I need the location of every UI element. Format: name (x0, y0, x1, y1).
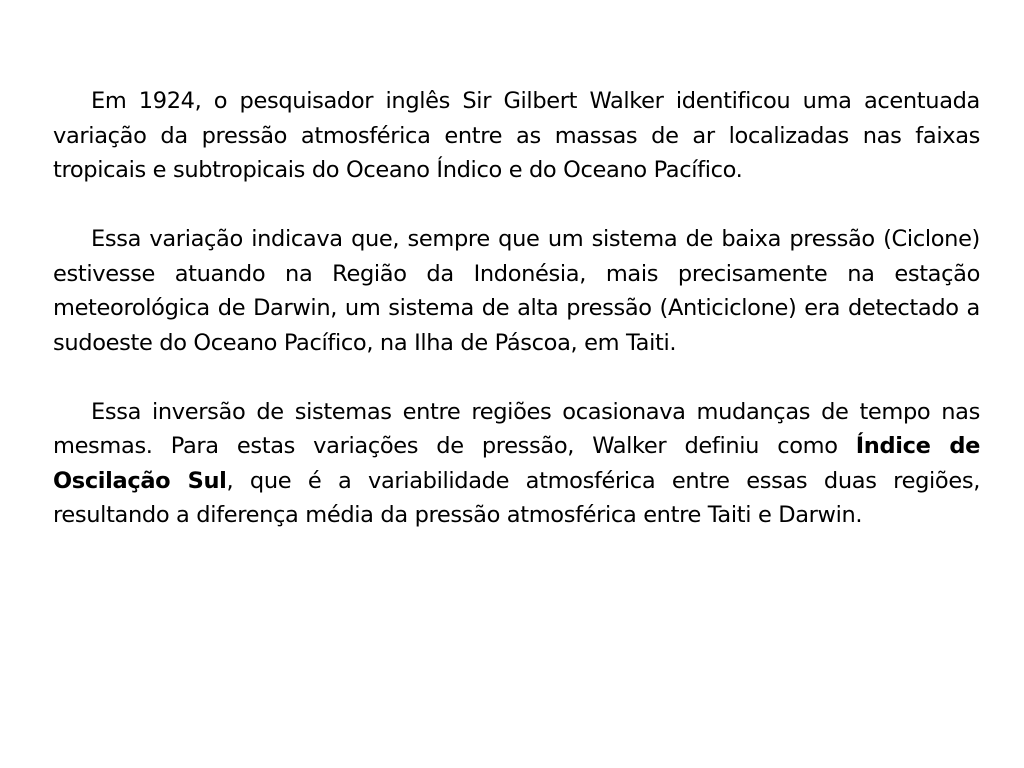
paragraph-walker-discovery (53, 84, 980, 188)
paragraph-southern-oscillation (53, 395, 980, 533)
southern-oscillation-index-term: Índice de Oscilação Sul (53, 433, 980, 494)
paragraph-text-after: , que é a variabilidade atmosférica entre essas duas regiões, resultando a diferença média da pressão atmosférica entre Taiti e Darwin. (53, 467, 980, 528)
slide-text-body (53, 84, 980, 533)
paragraph-pressure-variation (53, 222, 980, 360)
paragraph-text: Essa variação indicava que, sempre que um sistema de baixa pressão (Ciclone) estivesse atuando na Região da Indonésia, mais precisamente na estação meteorológica de Darwin, um sistema de alta pressão (Anticiclone) era detectado a sudoeste do Oceano Pacífico, na Ilha de Páscoa, em Taiti. (53, 226, 980, 356)
paragraph-text-before: Essa inversão de sistemas entre regiões ocasionava mudanças de tempo nas mesmas. Para estas variações de pressão, Walker definiu como (53, 398, 980, 459)
paragraph-text: Em 1924, o pesquisador inglês Sir Gilbert Walker identificou uma acentuada variação da pressão atmosférica entre as massas de ar localizadas nas faixas tropicais e subtropicais do Oceano Índico e do Oceano Pacífico. (53, 88, 980, 183)
